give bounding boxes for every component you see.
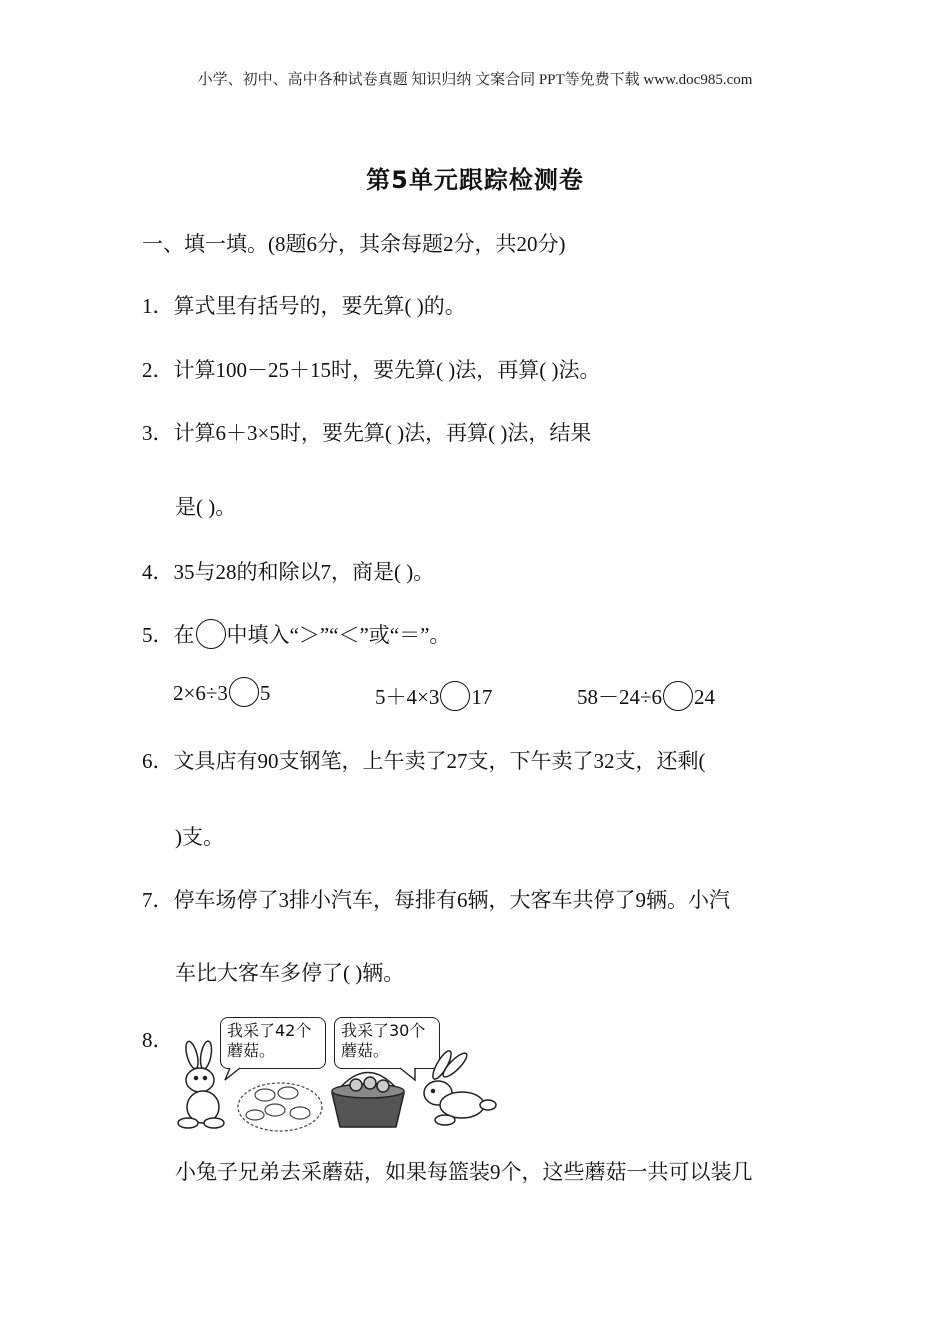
page-title: 第5单元跟踪检测卷 <box>366 166 584 194</box>
compare-left: 58－24÷6 <box>577 685 663 709</box>
question-8-text: 小兔子兄弟去采蘑菇，如果每篮装9个，这些蘑菇一共可以装几 <box>175 1160 753 1184</box>
answer-circle-icon[interactable] <box>196 619 226 649</box>
question-7-line2: 车比大客车多停了( )辆。 <box>175 961 405 985</box>
bubble-text: 我采了30个 <box>341 1021 426 1040</box>
question-8-number: 8． <box>142 1028 174 1052</box>
bubble-text: 我采了42个 <box>227 1021 312 1040</box>
compare-right: 24 <box>694 685 716 709</box>
question-3-line1: 3．计算6＋3×5时，要先算( )法，再算( )法，结果 <box>142 421 592 445</box>
compare-item-3 <box>577 681 715 711</box>
question-5-suffix: 中填入“＞”“＜”或“＝”。 <box>226 623 451 647</box>
compare-circle[interactable] <box>440 681 470 711</box>
compare-left: 2×6÷3 <box>173 681 228 705</box>
rabbit-right-icon <box>424 1049 496 1125</box>
compare-right: 5 <box>259 681 271 705</box>
question-1: 1．算式里有括号的，要先算( )的。 <box>142 294 466 318</box>
question-2: 2．计算100－25＋15时，要先算( )法，再算( )法。 <box>142 358 601 382</box>
question-6-line2: )支。 <box>175 825 224 849</box>
rabbit-left-icon <box>178 1040 224 1128</box>
section-heading: 一、填一填。(8题6分，其余每题2分，共20分) <box>142 232 566 256</box>
question-4: 4．35与28的和除以7，商是( )。 <box>142 560 435 584</box>
bubble-tail-left <box>225 1068 240 1080</box>
compare-item-1 <box>173 681 270 707</box>
compare-item-2 <box>375 681 492 711</box>
question-5 <box>142 619 450 649</box>
mushroom-pile-icon <box>238 1083 322 1131</box>
question-3-line2: 是( )。 <box>175 495 237 519</box>
question-6-line1: 6．文具店有90支钢笔，上午卖了27支，下午卖了32支，还剩( <box>142 749 706 773</box>
question-7-line1: 7．停车场停了3排小汽车，每排有6辆，大客车共停了9辆。小汽 <box>142 888 730 912</box>
bubble-tail-right <box>400 1068 415 1080</box>
rabbits-mushrooms-illustration <box>170 1035 500 1135</box>
page-header: 小学、初中、高中各种试卷真题 知识归纳 文案合同 PPT等免费下载 www.doc985.com <box>197 72 753 88</box>
compare-circle[interactable] <box>229 677 259 707</box>
bubble-text: 蘑菇。 <box>227 1041 276 1060</box>
bubble-text: 蘑菇。 <box>341 1041 390 1060</box>
basket-icon <box>332 1073 404 1128</box>
compare-left: 5＋4×3 <box>375 685 440 709</box>
compare-right: 17 <box>471 685 493 709</box>
compare-circle[interactable] <box>663 681 693 711</box>
question-5-prefix: 5．在 <box>142 623 195 647</box>
